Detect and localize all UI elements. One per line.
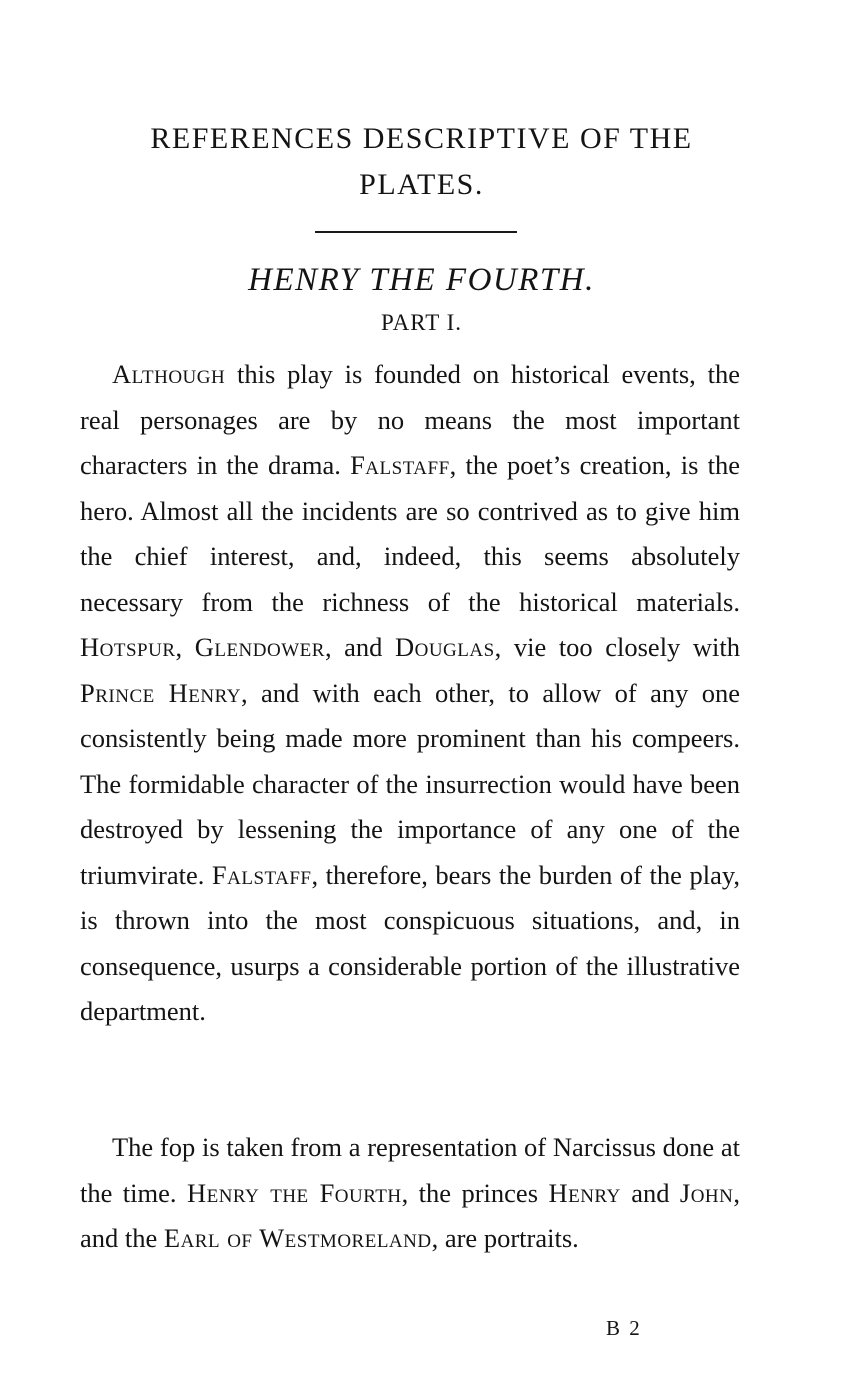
play-title: HENRY THE FOURTH. <box>248 262 595 298</box>
text-run: , the poet’s creation, is the hero. Almost all the incidents are so contrived as to give him the chief interest, and, indeed, this seems absolutely necessary from the richness of the historical materials. <box>80 450 741 617</box>
text-run: The fop is taken from a representation of Narcissus done at the time. <box>80 1132 740 1208</box>
small-caps-name: Prince Henry <box>80 677 241 708</box>
small-caps-name: Earl of Westmoreland <box>163 1223 432 1253</box>
text-run: and <box>620 1177 680 1208</box>
text-run: , therefore, bears the burden of the play, is thrown into the most conspicuous situations, and, in consequence, usurps a considerable portion of the illustrative department. <box>80 859 740 1026</box>
text-run: , vie too closely with <box>494 632 740 662</box>
divider-rule <box>315 231 517 233</box>
paragraph-2 <box>80 1125 740 1262</box>
heading-line-2: PLATES. <box>359 168 484 201</box>
text-run: , are portraits. <box>431 1223 579 1253</box>
small-caps-name: Falstaff <box>350 450 450 480</box>
signature-mark: B 2 <box>606 1316 642 1340</box>
small-caps-name: Glendower <box>194 632 325 662</box>
page-heading <box>0 116 843 208</box>
part-label: PART I. <box>380 310 463 335</box>
text-run: , <box>175 632 195 662</box>
small-caps-name: Falstaff <box>211 859 312 890</box>
text-run: , the princes <box>401 1177 549 1208</box>
text-run: this play is founded on historical events, the real personages are by no means the most important characters in the drama. <box>80 359 740 480</box>
small-caps-name: Douglas <box>394 632 495 662</box>
small-caps-name: Henry <box>548 1177 621 1208</box>
heading-line-1: REFERENCES DESCRIPTIVE OF THE <box>150 122 693 155</box>
text-run: , and the <box>80 1177 740 1253</box>
paragraph-1 <box>80 352 740 1035</box>
text-run: , and with each other, to allow of any one consistently being made more prominent than his compeers. The formidable character of the insurrection would have been destroyed by lessening the importance of any one of the triumvirate. <box>80 677 740 890</box>
small-caps-name: Hotspur <box>80 632 176 662</box>
small-caps-name: Although <box>112 359 226 389</box>
text-run: , and <box>324 632 395 662</box>
small-caps-name: Henry the Fourth <box>186 1177 402 1208</box>
small-caps-name: John <box>679 1177 734 1208</box>
